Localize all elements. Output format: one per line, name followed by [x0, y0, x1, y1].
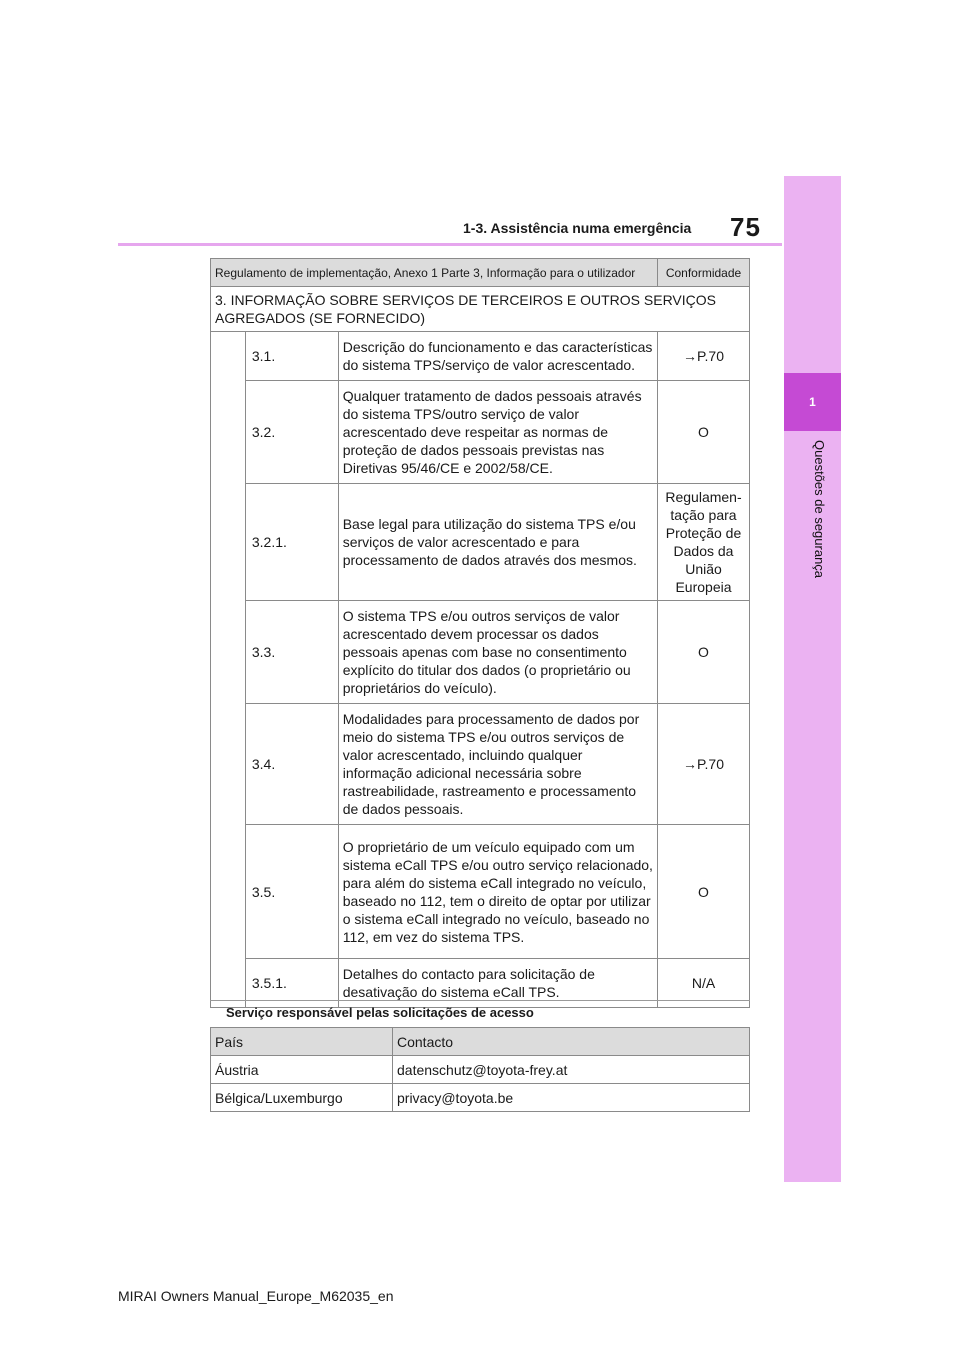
item-conformity: O	[658, 825, 750, 959]
item-description: Qualquer tratamento de dados pessoais através do sistema TPS/outro serviço de valor acrescentado deve respeitar as normas de proteção de dados pessoais previstas nas Diretivas 95/46/CE e 2002/58/CE.	[338, 381, 657, 484]
item-number: 3.5.	[245, 825, 338, 959]
table-header-row	[211, 1028, 750, 1056]
table-header-row	[211, 259, 750, 287]
section-title: 1-3. Assistência numa emergência	[463, 220, 692, 236]
contact-email[interactable]: privacy@toyota.be	[393, 1084, 750, 1112]
item-description: Descrição do funcionamento e das características do sistema TPS/serviço de valor acrescentado.	[338, 332, 657, 381]
item-number: 3.1.	[245, 332, 338, 381]
page-number: 75	[730, 212, 761, 242]
contact-email[interactable]: datenschutz@toyota-frey.at	[393, 1056, 750, 1084]
item-description: Base legal para utilização do sistema TPS e/ou serviços de valor acrescentado e para processamento de dados através dos mesmos.	[338, 484, 657, 601]
item-conformity: →P.70	[658, 332, 750, 381]
item-description: O proprietário de um veículo equipado com um sistema eCall TPS e/ou outro serviço relacionado, para além do sistema eCall integrado no veículo, baseado no 112, tem o direito de optar por utilizar o sistema eCall integrado no veículo, baseado no 112, em vez do sistema TPS.	[338, 825, 657, 959]
chapter-number-tab[interactable]: 1	[784, 373, 841, 431]
section-heading-cell: 3. INFORMAÇÃO SOBRE SERVIÇOS DE TERCEIROS E OUTROS SERVIÇOS AGREGADOS (SE FORNECIDO)	[211, 287, 750, 332]
item-number: 3.2.1.	[245, 484, 338, 601]
chapter-side-tab	[784, 176, 841, 1182]
item-conformity: Regulamen-tação para Proteção de Dados da União Europeia	[658, 484, 750, 601]
country-column-header: País	[211, 1028, 393, 1056]
header-divider	[118, 243, 782, 246]
item-number: 3.4.	[245, 704, 338, 825]
table-row	[211, 1056, 750, 1084]
item-description: Detalhes do contacto para solicitação de desativação do sistema eCall TPS.	[338, 959, 657, 1008]
country-cell: Áustria	[211, 1056, 393, 1084]
table-row	[211, 825, 750, 959]
item-number: 3.2.	[245, 381, 338, 484]
table-row	[211, 332, 750, 381]
chapter-label: Questões de segurança	[812, 440, 827, 579]
table-row	[211, 484, 750, 601]
item-conformity: O	[658, 601, 750, 704]
item-number: 3.3.	[245, 601, 338, 704]
item-number: 3.5.1.	[245, 959, 338, 1008]
access-contacts-table	[210, 1027, 750, 1112]
contact-column-header: Contacto	[393, 1028, 750, 1056]
access-section-title: Serviço responsável pelas solicitações de acesso	[226, 1005, 534, 1020]
indent-cell	[211, 332, 246, 1008]
regulation-column-header: Regulamento de implementação, Anexo 1 Parte 3, Informação para o utilizador	[211, 259, 658, 287]
item-conformity: N/A	[658, 959, 750, 1008]
conformity-column-header: Conformidade	[658, 259, 750, 287]
document-footer: MIRAI Owners Manual_Europe_M62035_en	[118, 1288, 394, 1304]
item-description: O sistema TPS e/ou outros serviços de valor acrescentado devem processar os dados pessoais apenas com base no consentimento explícito do titular dos dados (o proprietário ou proprietários do veículo).	[338, 601, 657, 704]
item-conformity: O	[658, 381, 750, 484]
country-cell: Bélgica/Luxemburgo	[211, 1084, 393, 1112]
item-conformity: →P.70	[658, 704, 750, 825]
section-row	[211, 287, 750, 332]
item-description: Modalidades para processamento de dados por meio do sistema TPS e/ou outros serviços de valor acrescentado, incluindo qualquer informação adicional necessária sobre rastreabilidade, rastreamento e processamento de dados pessoais.	[338, 704, 657, 825]
section-divider	[210, 1000, 750, 1001]
table-row	[211, 704, 750, 825]
table-row	[211, 601, 750, 704]
table-row	[211, 1084, 750, 1112]
table-row	[211, 381, 750, 484]
regulation-table	[210, 258, 750, 1008]
